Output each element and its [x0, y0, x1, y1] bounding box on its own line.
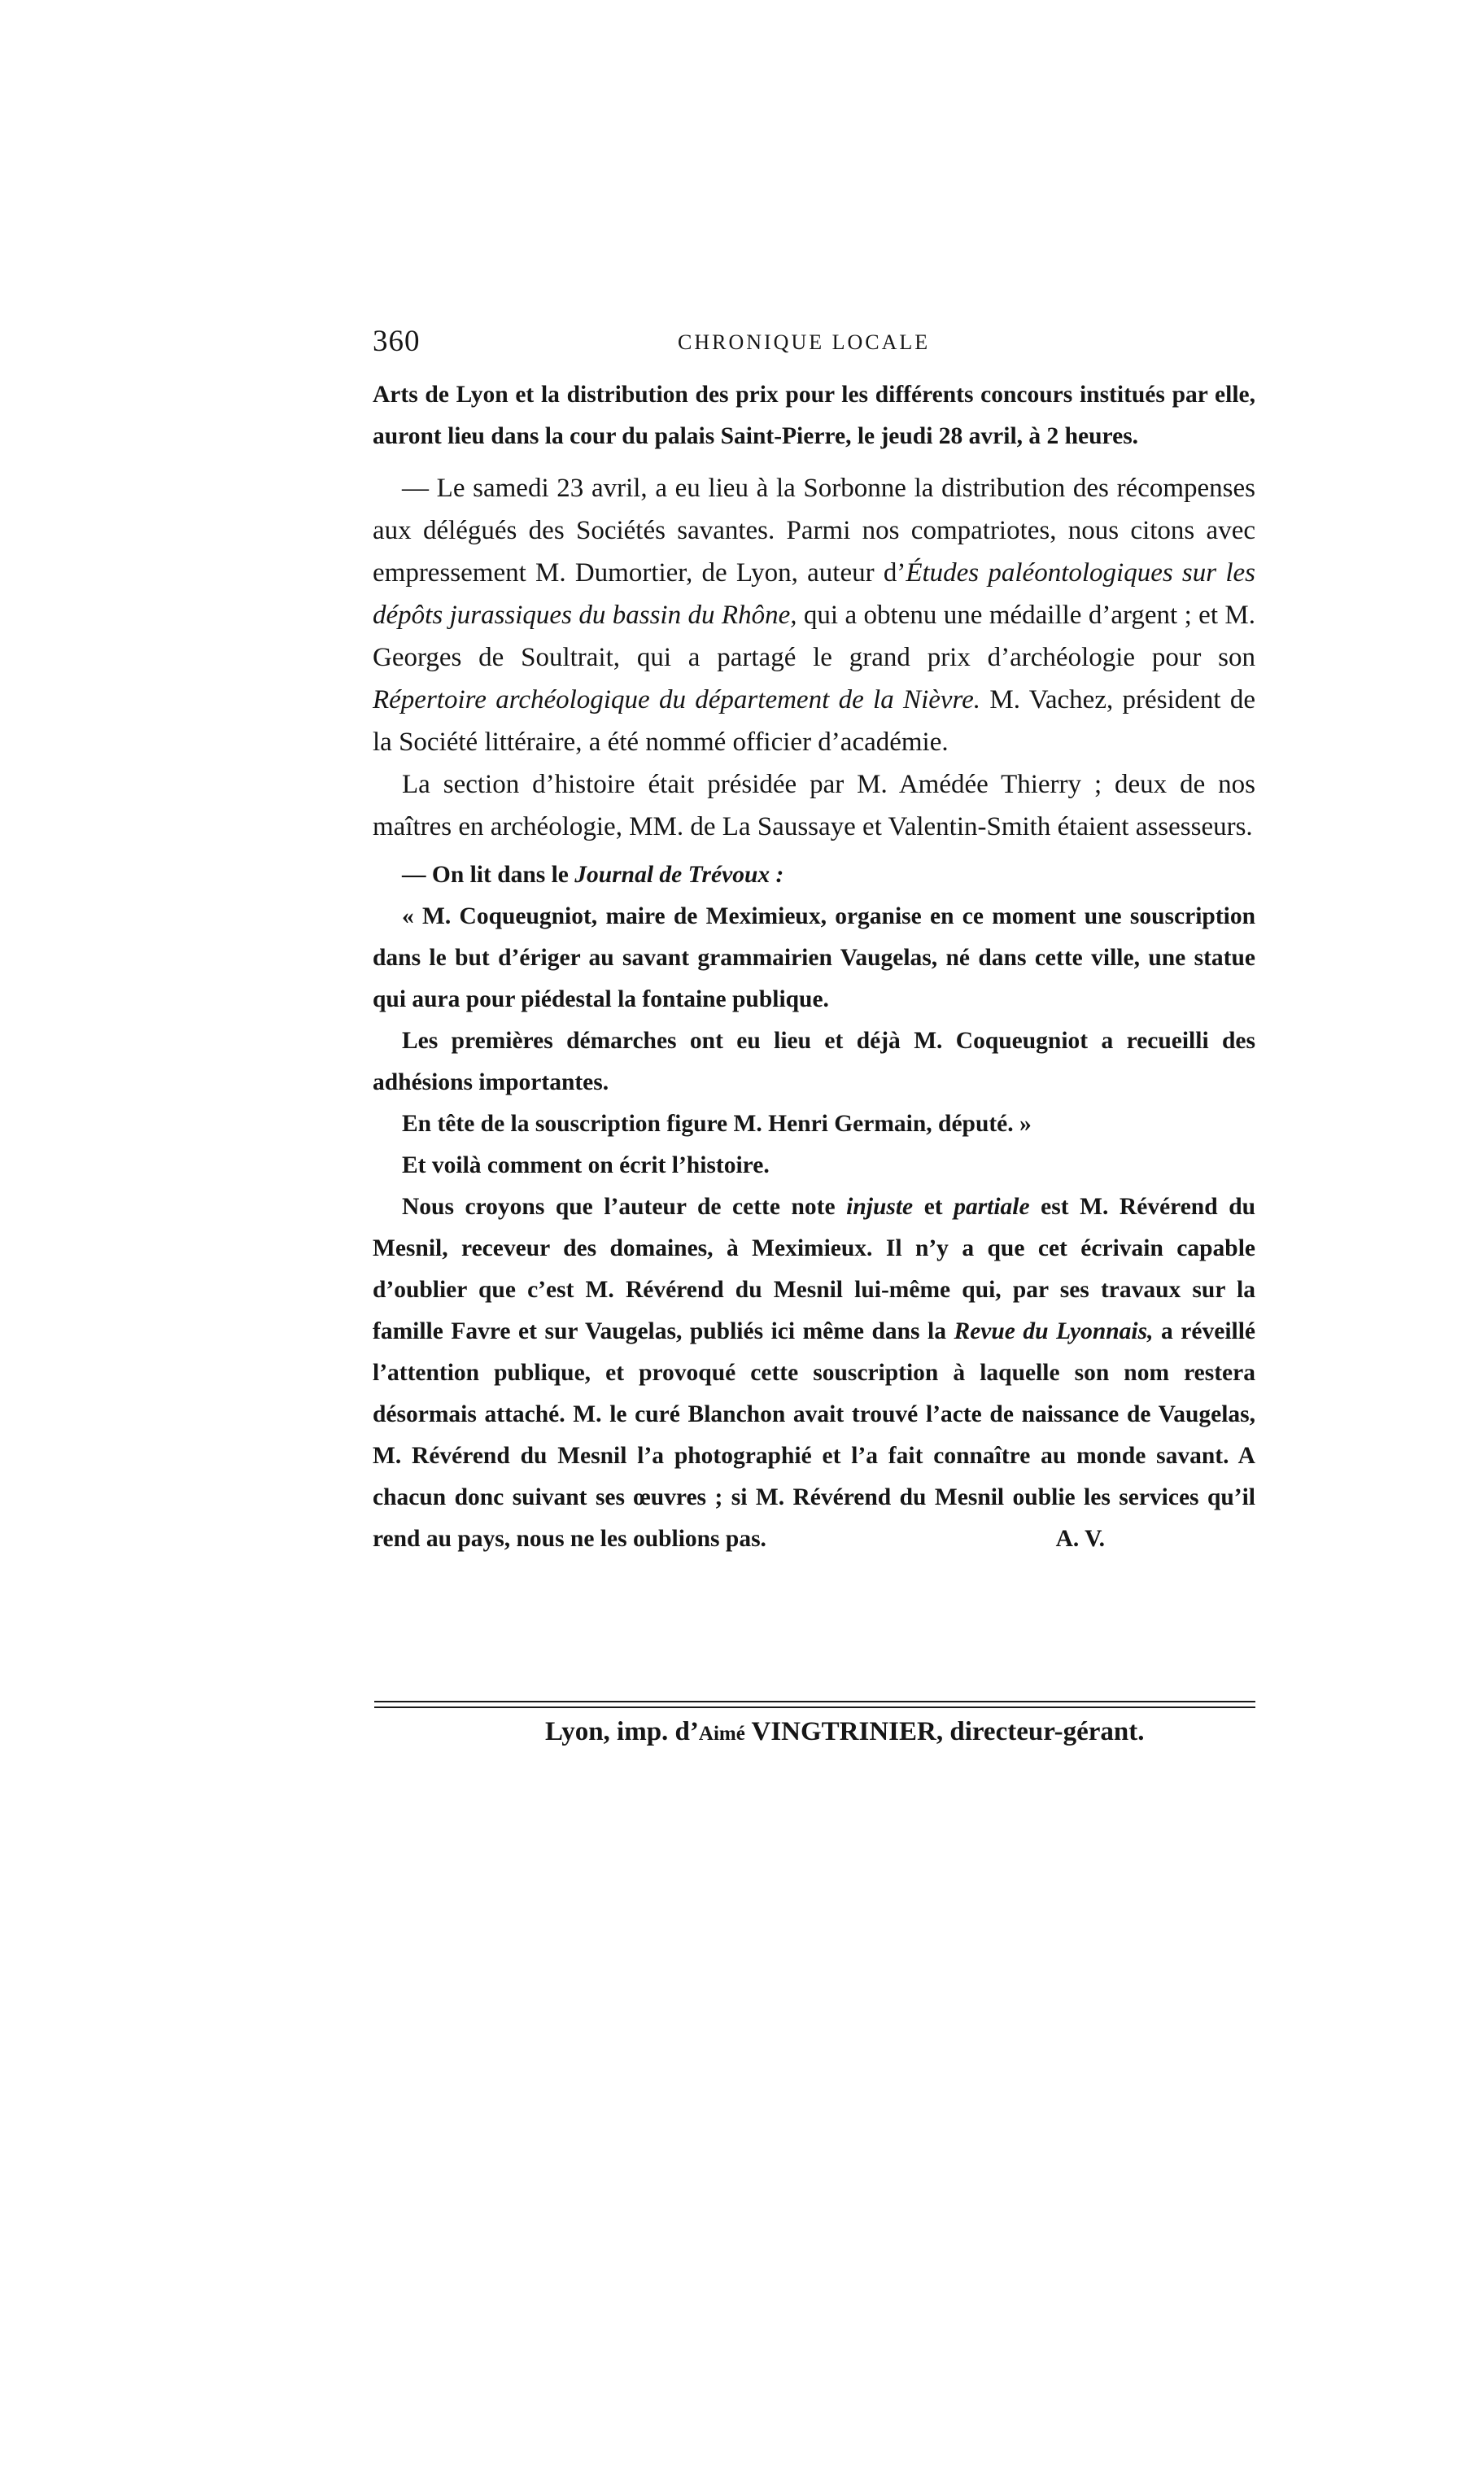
paragraph-2-text-1: — Le samedi 23 avril, a eu lieu à la Sorbonne la distribution des récompenses aux délégués des Sociétés savantes. Parmi nos compatriotes, nous citons avec empressement M. Dumortier, de Lyon, auteur d’	[373, 474, 1255, 588]
emphasis-injuste: injuste	[846, 1194, 914, 1220]
imprint-text-1: Lyon, imp. d’	[545, 1717, 699, 1746]
printer-imprint	[545, 1717, 1145, 1747]
quote-paragraph-2: Les premières démarches ont eu lieu et déjà M. Coqueugniot a recueilli des adhésions importantes.	[373, 1028, 1255, 1095]
revue-title: Revue du Lyonnais,	[954, 1318, 1154, 1344]
imprint-small-caps: Aimé	[698, 1723, 745, 1745]
emphasis-partiale: partiale	[954, 1194, 1030, 1220]
paragraph-9-text-2: et	[913, 1194, 954, 1220]
paragraph-2-text-3: M. Vachez, président de la Société littéraire, a été nommé officier d’académie.	[373, 685, 1255, 757]
rule-line-top	[374, 1701, 1255, 1702]
paragraph-9-text-1: Nous croyons que l’auteur de cette note	[402, 1194, 847, 1220]
quote-paragraph-1: « M. Coqueugniot, maire de Meximieux, organise en ce moment une souscription dans le but d’ériger au savant grammairien Vaugelas, né dans cette ville, une statue qui aura pour piédestal la fontaine publique.	[373, 903, 1255, 1012]
paragraph-8: Et voilà comment on écrit l’histoire.	[402, 1152, 770, 1178]
paragraph-2	[373, 467, 1255, 763]
paragraph-9	[373, 1186, 1255, 1560]
paragraph-1: Arts de Lyon et la distribution des prix pour les différents concours institués par elle, auront lieu dans la cour du palais Saint-Pierre, le jeudi 28 avril, à 2 heures.	[373, 382, 1255, 449]
journal-title: Journal de Trévoux :	[574, 862, 784, 888]
running-title: CHRONIQUE LOCALE	[678, 330, 931, 354]
paragraph-4-text: — On lit dans le	[402, 862, 575, 888]
page-header	[373, 324, 1255, 365]
work-title-etudes: Études paléontologiques sur les dépôts jurassiques du bassin du Rhône,	[373, 558, 1255, 630]
paragraph-2-text-2: qui a obtenu une médaille d’argent ; et M. Georges de Soultrait, qui a partagé le grand prix d’archéologie pour son	[373, 601, 1255, 672]
rule-line-bottom	[374, 1706, 1255, 1708]
imprint-text-2: VINGTRINIER, directeur-gérant.	[744, 1717, 1145, 1746]
paragraph-9-text-4: a réveillé l’attention publique, et provoqué cette souscription à laquelle son nom restera désormais attaché. M. le curé Blanchon avait trouvé l’acte de naissance de Vaugelas, M. Révérend du Mesnil l’a photographié et l’a fait connaître au monde savant. A chacun donc suivant ses œuvres ; si M. Révérend du Mesnil oublie les services qu’il rend au pays, nous ne les oublions pas.	[373, 1318, 1256, 1552]
work-title-repertoire: Répertoire archéologique du département de la Nièvre.	[373, 685, 981, 714]
page-number: 360	[373, 325, 421, 358]
paragraph-9-text-3: est M. Révérend du Mesnil, receveur des domaines, à Meximieux. Il n’y a que cet écrivain capable d’oublier que c’est M. Révérend du Mesnil lui-même qui, par ses travaux sur la famille Favre et sur Vaugelas, publiés ici même dans la	[373, 1194, 1256, 1344]
paragraph-3: La section d’histoire était présidée par M. Amédée Thierry ; deux de nos maîtres en archéologie, MM. de La Saussaye et Valentin-Smith étaient assesseurs.	[373, 770, 1255, 841]
main-text	[373, 374, 1255, 1560]
paragraph-4	[373, 854, 1255, 896]
closing-rule	[374, 1701, 1255, 1708]
author-signature: A. V.	[1055, 1526, 1105, 1552]
quote-paragraph-3: En tête de la souscription figure M. Henri Germain, député. »	[402, 1111, 1032, 1137]
